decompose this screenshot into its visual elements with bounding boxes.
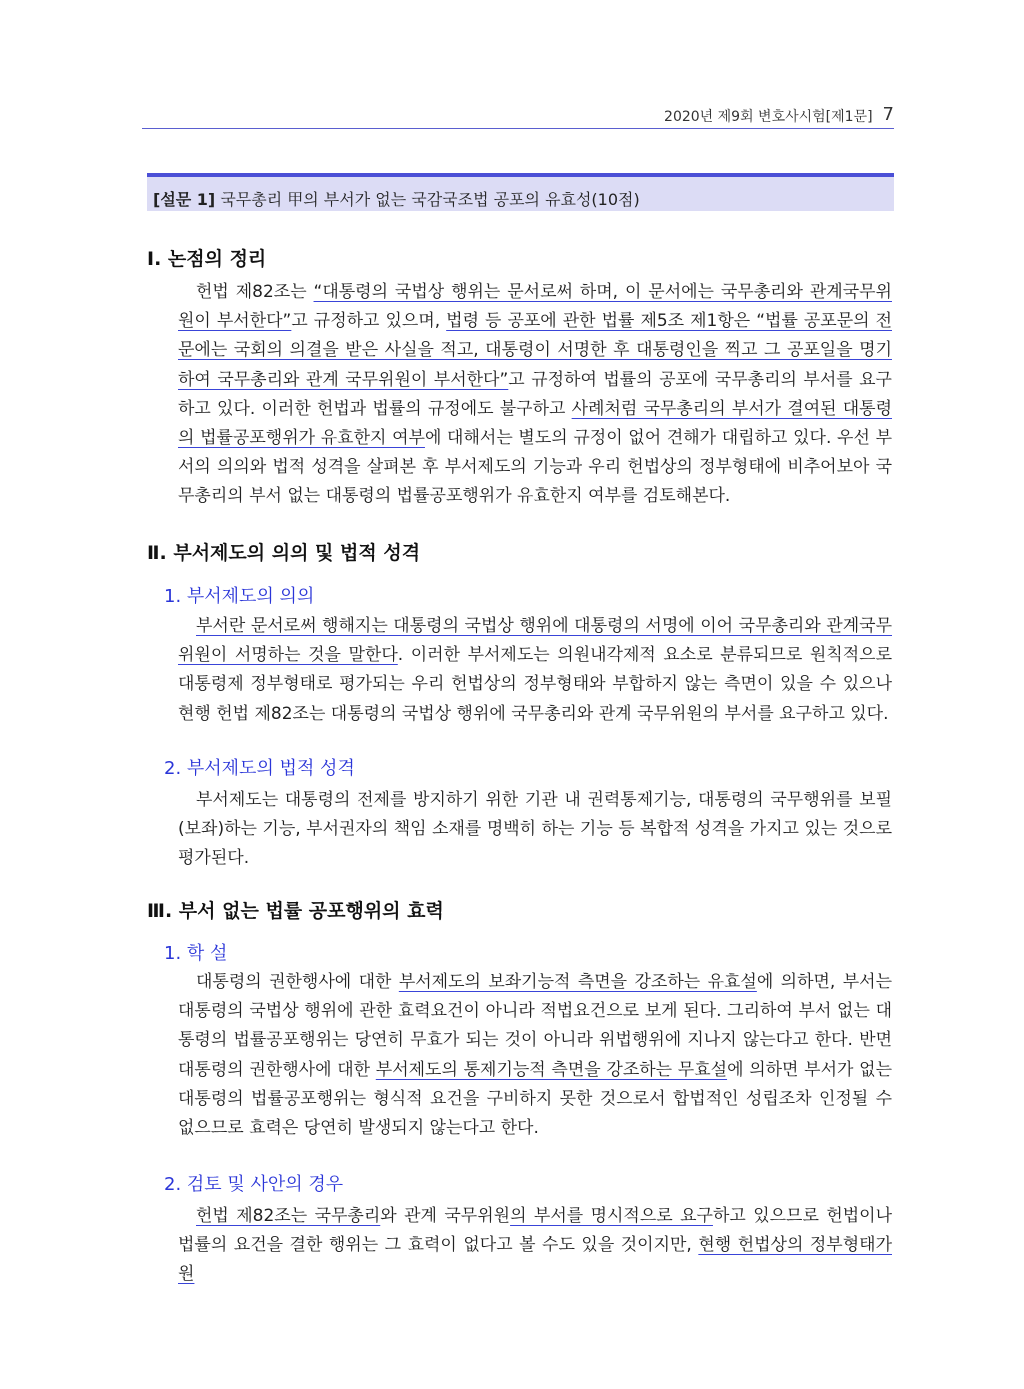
p2-underlined-definition: 부서란 문서로써 행해지는 대통령의 국법상 행위에 대통령의 서명에 이어 국무총리와 관계국무위원이 서명하는 것을 말한다 [178, 616, 892, 666]
section-heading-3: Ⅲ. 부서 없는 법률 공포행위의 효력 [147, 900, 444, 922]
p1-text-g: 에 대해서는 별도의 규정이 없어 견해가 대립하고 있다. 우선 부서의 의의와 법적 성격을 살펴본 후 부서제도의 기능과 우리 헌법상의 정부형태에 비추어보아 국무총리의 부서 없는 대통령의 법률공포행위가 유효한지 여부를 검토해본다. [178, 428, 893, 507]
section-heading-2: Ⅱ. 부서제도의 의의 및 법적 성격 [147, 542, 421, 564]
p4-text-c: 에 의하면, 부서는 대통령의 국법상 행위에 관한 효력요건이 아니라 적법요건으로 보게 된다. 그리하여 부서 없는 대통령의 법률공포행위는 당연히 무효가 되는 것이 아니라 위법행위에 지나지 않는다고 한다. 반면 대통령의 권한행사에 대한 [178, 972, 892, 1080]
paragraph-review [178, 1202, 892, 1290]
page-number: 7 [882, 104, 894, 125]
subheading-2-1: 1. 부서제도의 의의 [164, 586, 315, 607]
p4-underlined-valid-theory: 부서제도의 보좌기능적 측면을 강조하는 유효설 [398, 972, 757, 992]
p1-underlined-constitution: “대통령의 국법상 행위는 문서로써 하며, 이 문서에는 국무총리와 관계국무위원이 부서한다” [178, 282, 892, 332]
p4-text-e: 에 의하면 부서가 없는 대통령의 법률공포행위는 형식적 요건을 구비하지 못한 것으로서 합법적인 성립조차 인정될 수 없으므로 효력은 당연히 발생되지 않는다고 한다. [178, 1059, 892, 1139]
p4-underlined-invalid-theory: 부서제도의 통제기능적 측면을 강조하는 무효설 [375, 1059, 728, 1080]
p5-underlined-a: 헌법 제82조는 국무총리 [196, 1206, 381, 1226]
subheading-3-1: 1. 학 설 [164, 943, 228, 964]
p1-underlined-statute: 법령 등 공포에 관한 법률 제5조 제1항은 “법률 공포문의 전문에는 국회의 의결을 받은 사실을 적고, 대통령이 서명한 후 대통령인을 찍고 그 공포일을 명기하여 국무총리와 관계 국무위원이 부서한다” [178, 311, 892, 390]
p5-underlined-c: 의 부서를 명시적으로 요구 [510, 1206, 713, 1226]
p1-text-a: 헌법 제82조는 [196, 282, 314, 302]
p5-text-d: 하고 있으므로 헌법이나 법률의 요건을 결한 행위는 그 효력이 없다고 볼 수도 있을 것이지만, [178, 1206, 893, 1256]
p3-text-a: 부서제도는 대통령의 전제를 방지하기 위한 기관 내 권력통제기능, 대통령의 국무행위를 보필(보좌)하는 기능, 부서권자의 책임 소재를 명백히 하는 기능 등 복합적 성격을 가지고 있는 것으로 평가된다. [178, 790, 892, 869]
header-title: 2020년 제9회 변호사시험[제1문] [664, 109, 873, 125]
section-heading-1: Ⅰ. 논점의 정리 [147, 248, 267, 270]
subheading-2-2: 2. 부서제도의 법적 성격 [164, 758, 355, 779]
paragraph-issue-summary [178, 278, 892, 512]
p5-text-b: 와 관계 국무위원 [380, 1206, 511, 1226]
question-box [147, 173, 894, 211]
question-text: 국무총리 甲의 부서가 없는 국감국조법 공포의 유효성(10점) [220, 190, 640, 209]
paragraph-legal-nature [178, 786, 892, 874]
paragraph-meaning [178, 612, 892, 729]
paragraph-theories [178, 968, 892, 1143]
p5-underlined-e: 현행 헌법상의 정부형태가 원 [178, 1235, 892, 1285]
p1-underlined-issue: 사례처럼 국무총리의 부서가 결여된 대통령의 법률공포행위가 유효한지 여부 [178, 398, 892, 449]
page-header [142, 100, 894, 129]
p2-text-b: . 이러한 부서제도는 의원내각제적 요소로 분류되므로 원칙적으로 대통령제 정부형태로 평가되는 우리 헌법상의 정부형태와 부합하지 않는 측면이 있을 수 있으나 현행 헌법 제82조는 대통령의 국법상 행위에 국무총리와 관계 국무위원의 부서를 요구하고 있다. [178, 645, 892, 724]
p1-text-e: 고 규정하여 법률의 공포에 국무총리의 부서를 요구하고 있다. 이러한 헌법과 법률의 규정에도 불구하고 [178, 369, 892, 419]
p4-text-a: 대통령의 권한행사에 대한 [196, 972, 399, 992]
p1-text-c: 고 규정하고 있으며, [291, 311, 447, 332]
question-label: [설문 1] [153, 190, 216, 209]
subheading-3-2: 2. 검토 및 사안의 경우 [164, 1174, 344, 1195]
